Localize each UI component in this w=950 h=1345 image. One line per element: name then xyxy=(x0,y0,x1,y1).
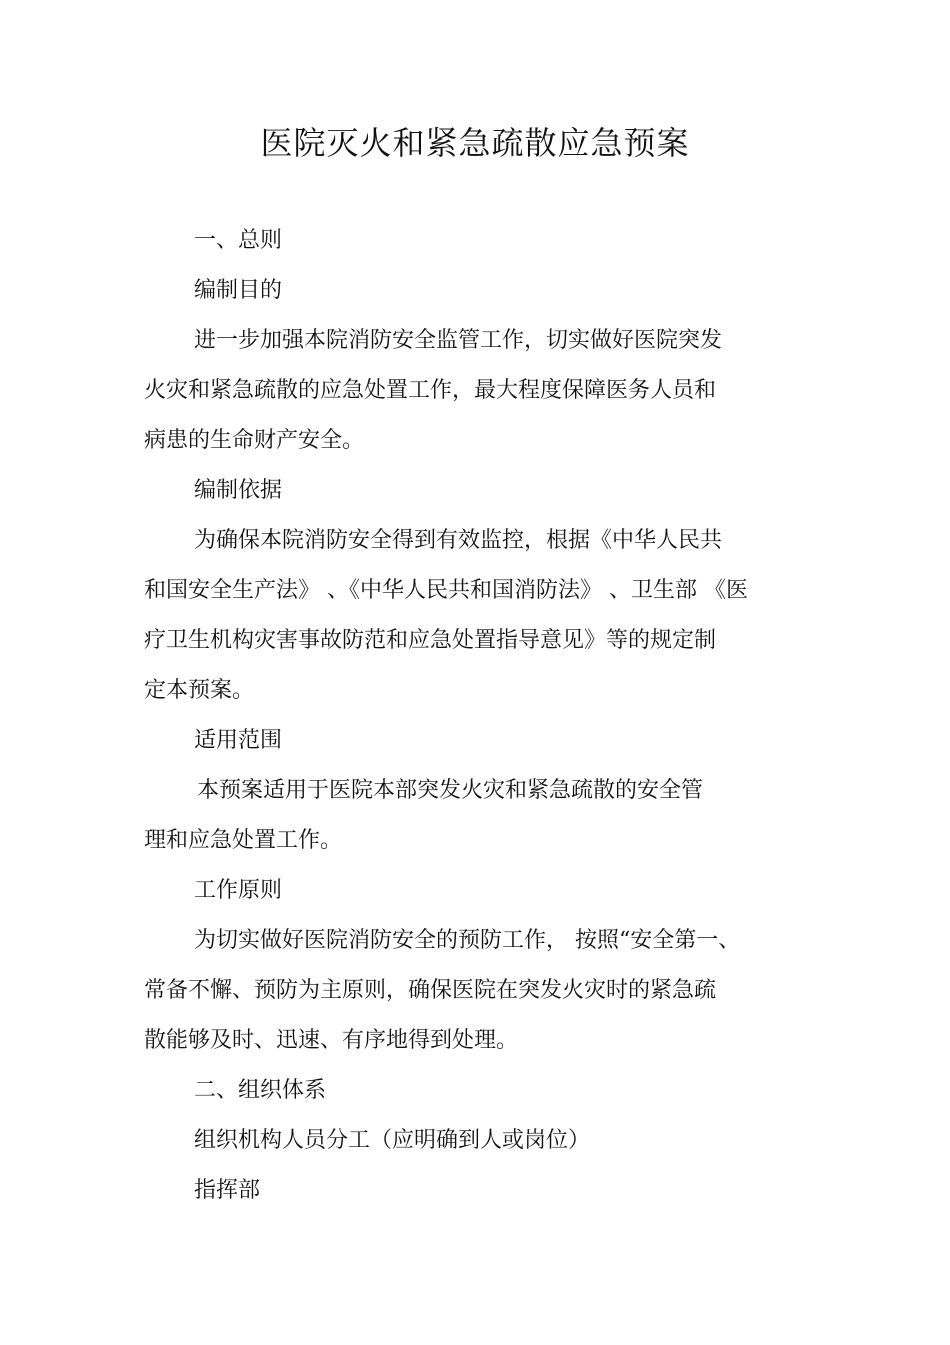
paragraph-line: 理和应急处置工作。 xyxy=(144,828,343,853)
paragraph-line: 火灾和紧急疏散的应急处置工作，最大程度保障医务人员和 xyxy=(144,378,717,403)
paragraph-line: 散能够及时、迅速、有序地得到处理。 xyxy=(144,1028,519,1053)
section-heading-general: 一、总则 xyxy=(194,228,283,253)
subheading-principles: 工作原则 xyxy=(194,878,283,903)
paragraph-line: 为确保本院消防安全得到有效监控，根据《中华人民共 xyxy=(194,528,723,553)
subheading-basis: 编制依据 xyxy=(194,478,283,503)
paragraph-line: 疗卫生机构灾害事故防范和应急处置指导意见》等的规定制 xyxy=(144,628,717,653)
paragraph-line: 为切实做好医院消防安全的预防工作， 按照“安全第一、 xyxy=(194,928,741,953)
section-heading-organization: 二、组织体系 xyxy=(194,1078,327,1103)
paragraph-line: 本预案适用于医院本部突发火灾和紧急疏散的安全管 xyxy=(197,778,704,803)
paragraph-line: 定本预案。 xyxy=(144,678,255,703)
paragraph-line: 病患的生命财产安全。 xyxy=(144,428,365,453)
subheading-staff-roles: 组织机构人员分工（应明确到人或岗位） xyxy=(194,1128,591,1153)
subheading-command: 指挥部 xyxy=(194,1178,261,1203)
paragraph-line: 和国安全生产法》 、《中华人民共和国消防法》 、卫生部 《医 xyxy=(144,578,748,603)
paragraph-line: 常备不懈、预防为主原则，确保医院在突发火灾时的紧急疏 xyxy=(144,978,717,1003)
paragraph-line: 进一步加强本院消防安全监管工作，切实做好医院突发 xyxy=(194,328,723,353)
document-title: 医院灭火和紧急疏散应急预案 xyxy=(260,124,690,162)
subheading-scope: 适用范围 xyxy=(194,728,283,753)
subheading-purpose: 编制目的 xyxy=(194,278,283,303)
